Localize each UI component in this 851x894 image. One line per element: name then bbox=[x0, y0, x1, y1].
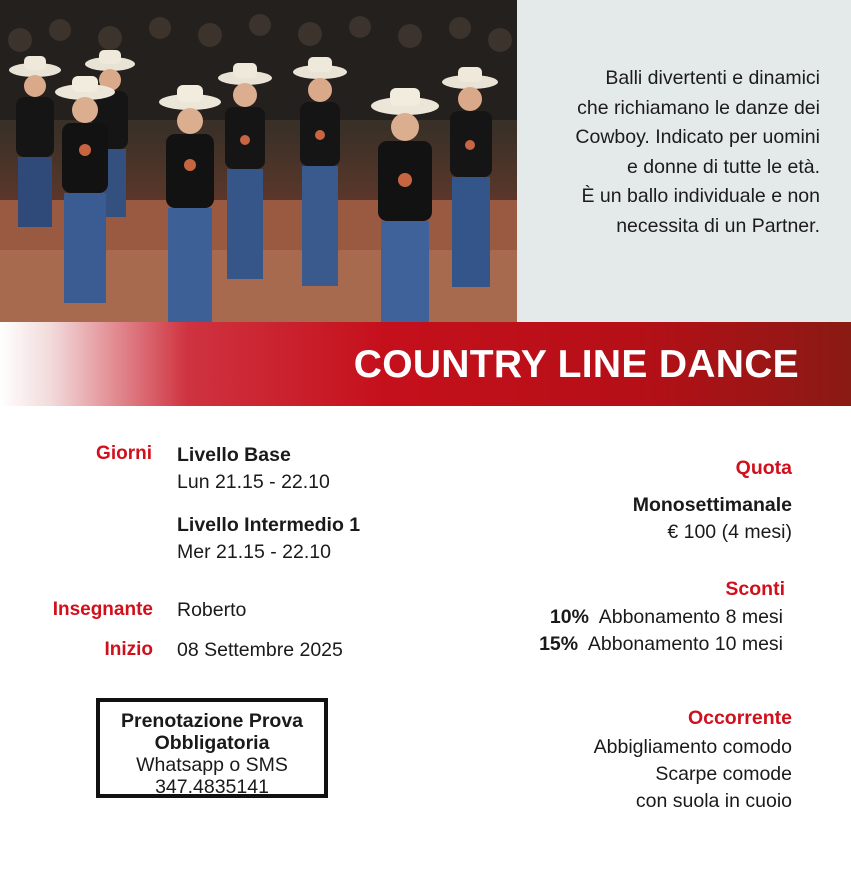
days-label: Giorni bbox=[96, 443, 152, 464]
description-panel bbox=[517, 0, 851, 322]
booking-title: Prenotazione Prova bbox=[120, 710, 304, 732]
teacher-name: Roberto bbox=[177, 599, 247, 621]
discount-text: Abbonamento 8 mesi bbox=[598, 606, 783, 628]
description-line: Cowboy. Indicato per uomini bbox=[575, 126, 820, 148]
dancers-illustration bbox=[0, 0, 517, 322]
discounts-label: Sconti bbox=[725, 578, 785, 600]
teacher-label: Insegnante bbox=[52, 599, 153, 620]
dancers-photo bbox=[0, 0, 517, 322]
booking-box bbox=[96, 698, 328, 798]
level-time: Lun 21.15 - 22.10 bbox=[177, 471, 330, 493]
discount-percent: 10% bbox=[549, 606, 589, 628]
discount-percent: 15% bbox=[539, 633, 579, 655]
needed-item: Abbigliamento comodo bbox=[593, 736, 792, 758]
start-date: 08 Settembre 2025 bbox=[177, 639, 343, 661]
description-line: necessita di un Partner. bbox=[616, 214, 820, 237]
description-line: Balli divertenti e dinamici bbox=[605, 67, 820, 89]
level-time: Mer 21.15 - 22.10 bbox=[177, 541, 331, 563]
page-title: COUNTRY LINE DANCE bbox=[353, 343, 799, 386]
booking-method: Whatsapp o SMS bbox=[136, 754, 288, 776]
fee-price: € 100 (4 mesi) bbox=[667, 521, 792, 543]
level-name: Livello Intermedio 1 bbox=[177, 514, 361, 536]
needed-item: con suola in cuoio bbox=[635, 790, 792, 812]
description-text bbox=[510, 64, 820, 241]
discount-item bbox=[550, 606, 783, 629]
start-label: Inizio bbox=[104, 639, 153, 660]
description-line: e donne di tutte le età. bbox=[627, 155, 820, 178]
booking-phone[interactable]: 347.4835141 bbox=[155, 776, 269, 798]
needed-item: Scarpe comode bbox=[655, 763, 792, 785]
description-line: È un ballo individuale e non bbox=[581, 185, 820, 207]
level-name: Livello Base bbox=[177, 444, 291, 466]
discount-text: Abbonamento 10 mesi bbox=[587, 633, 783, 655]
needed-label: Occorrente bbox=[687, 707, 792, 729]
title-banner bbox=[0, 322, 851, 406]
discount-item bbox=[539, 633, 783, 656]
booking-subtitle: Obbligatoria bbox=[154, 732, 270, 754]
fee-label: Quota bbox=[735, 457, 792, 479]
fee-plan: Monosettimanale bbox=[632, 494, 792, 516]
description-line: che richiamano le danze dei bbox=[577, 96, 820, 119]
